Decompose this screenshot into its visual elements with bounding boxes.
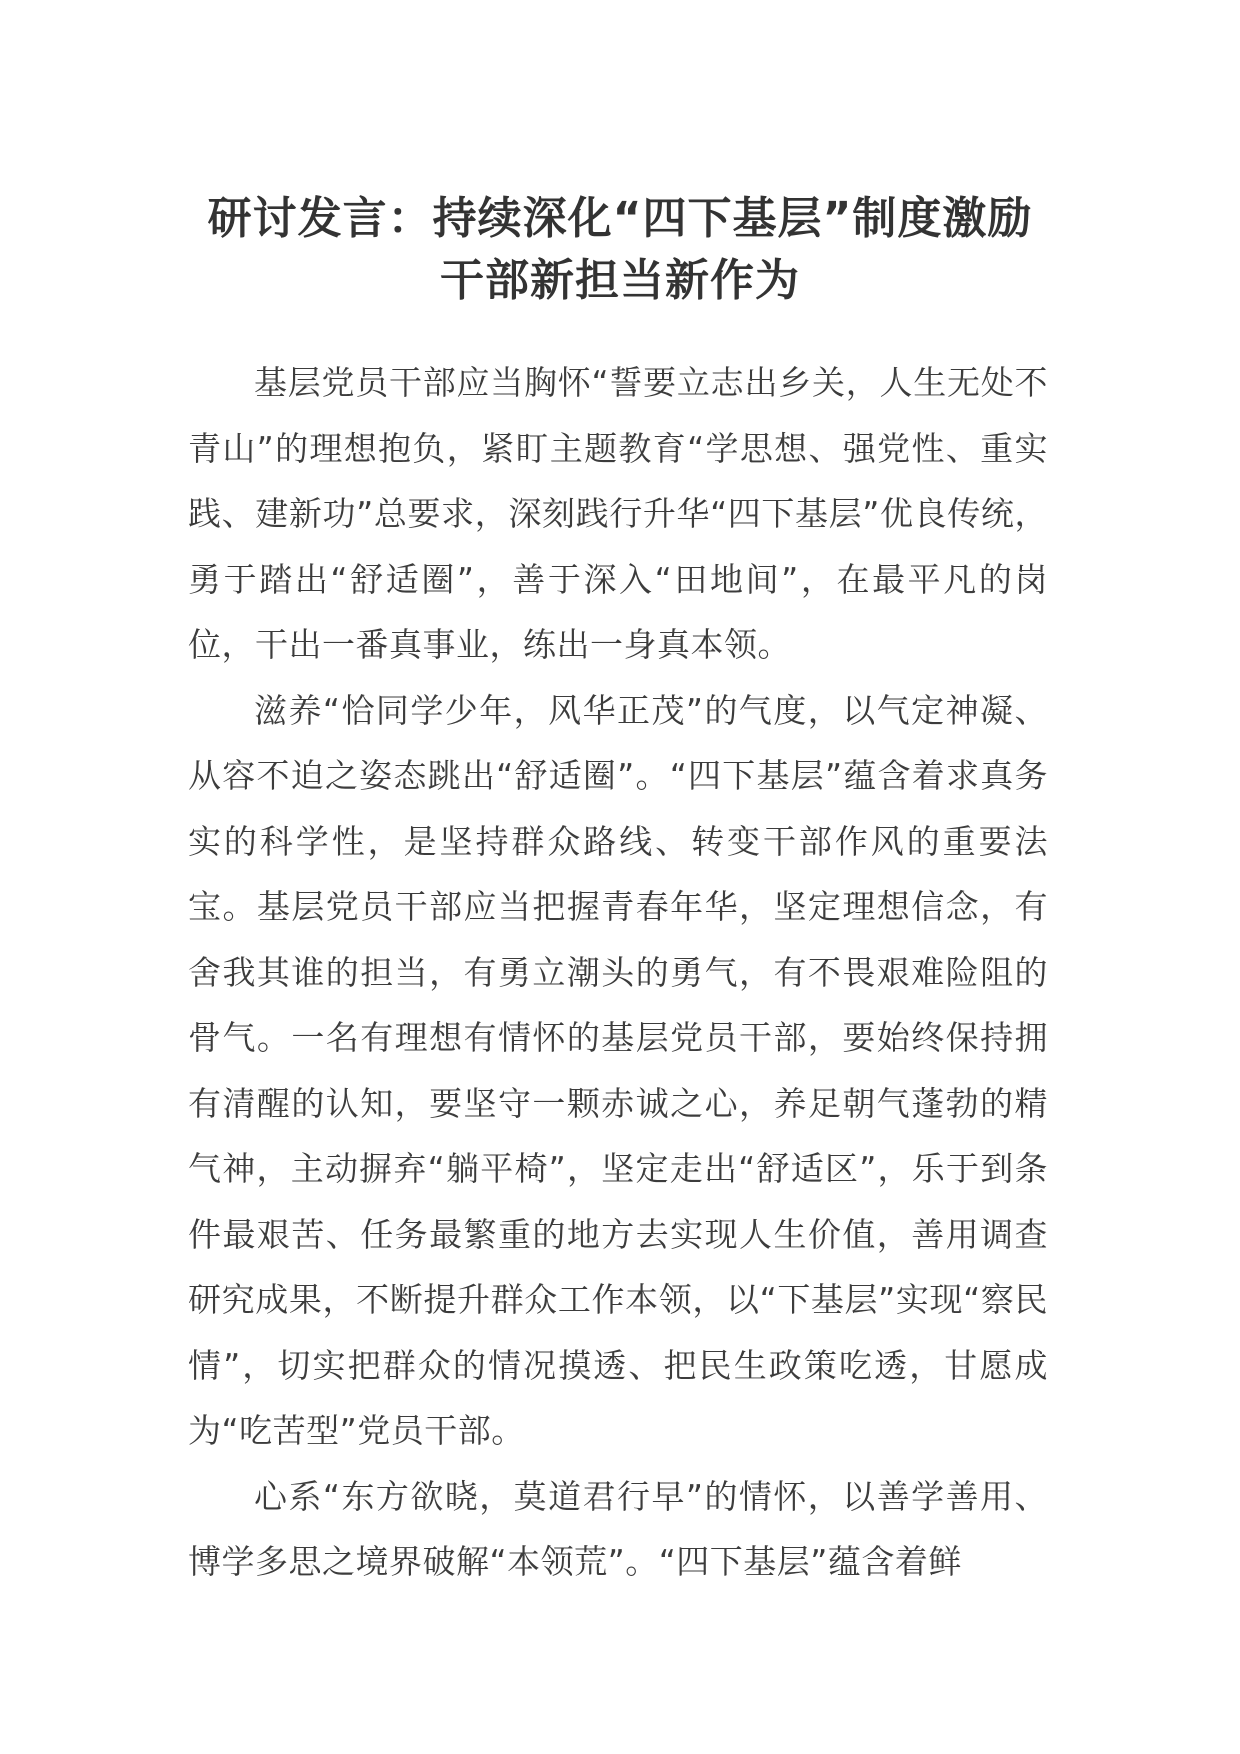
paragraph-3: 心系“东方欲晓，莫道君行早”的情怀，以善学善用、博学多思之境界破解“本领荒”。“四下基层”蕴含着鲜: [188, 1476, 1048, 1581]
paragraph-1: 基层党员干部应当胸怀“誓要立志出乡关，人生无处不青山”的理想抱负，紧盯主题教育“学思想、强党性、重实践、建新功”总要求，深刻践行升华“四下基层”优良传统，勇于踏出“舒适圈”，善于深入“田地间”，在最平凡的岗位，干出一番真事业，练出一身真本领。: [188, 363, 1048, 664]
document-body: [188, 350, 1048, 1595]
document-title: 研讨发言：持续深化“四下基层”制度激励干部新担当新作为: [207, 193, 1033, 306]
paragraph-2: 滋养“恰同学少年，风华正茂”的气度，以气定神凝、从容不迫之姿态跳出“舒适圈”。“四下基层”蕴含着求真务实的科学性，是坚持群众路线、转变干部作风的重要法宝。基层党员干部应当把握青春年华，坚定理想信念，有舍我其谁的担当，有勇立潮头的勇气，有不畏艰难险阻的骨气。一名有理想有情怀的基层党员干部，要始终保持拥有清醒的认知，要坚守一颗赤诚之心，养足朝气蓬勃的精气神，主动摒弃“躺平椅”，坚定走出“舒适区”，乐于到条件最艰苦、任务最繁重的地方去实现人生价值，善用调查研究成果，不断提升群众工作本领，以“下基层”实现“察民情”，切实把群众的情况摸透、把民生政策吃透，甘愿成为“吃苦型”党员干部。: [188, 690, 1048, 1450]
